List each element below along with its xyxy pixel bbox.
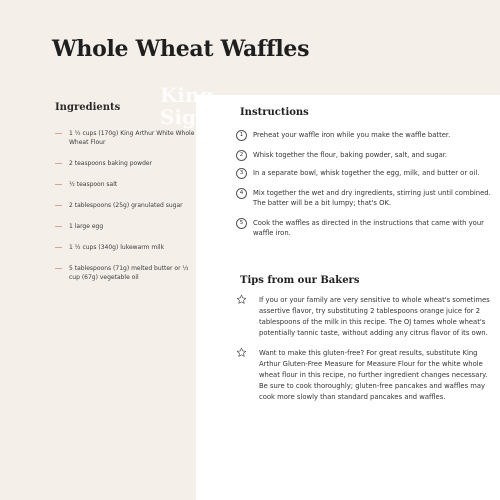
dash-bullet-icon — [55, 268, 62, 269]
ingredient-text: 1 ½ cups (340g) lukewarm milk — [69, 244, 165, 251]
ingredient-text: 1 large egg — [69, 223, 104, 230]
tips-list — [236, 295, 496, 403]
step-text: Whisk together the flour, baking powder, salt, and sugar. — [253, 151, 448, 159]
watermark-line: King — [160, 83, 214, 107]
step-text: In a separate bowl, whisk together the egg, milk, and butter or oil. — [253, 169, 480, 177]
star-outline-icon — [236, 347, 247, 358]
step-text: Mix together the wet and dry ingredients, stirring just until combined. The batter will be a bit lumpy; that's OK. — [253, 189, 491, 207]
instruction-step — [236, 218, 492, 238]
instruction-step — [236, 168, 492, 178]
dash-bullet-icon — [55, 205, 62, 206]
step-number-circle-icon: 4 — [236, 188, 247, 199]
tip-text: Want to make this gluten-free? For great results, substitute King Arthur Gluten-Free Measure for Measure Flour for the white whole wheat flour in this recipe, no further ingredient changes necessary. Be sure to cook thoroughly; gluten-free pancakes and waffles may cook more slowly than standard pancakes and waffles. — [259, 349, 488, 401]
step-number-circle-icon: 5 — [236, 218, 247, 229]
step-number-circle-icon: 2 — [236, 150, 247, 161]
instructions-heading: Instructions — [240, 107, 309, 118]
step-text: Cook the waffles as directed in the instructions that came with your waffle iron. — [253, 219, 484, 237]
dash-bullet-icon — [55, 247, 62, 248]
tips-heading: Tips from our Bakers — [240, 275, 360, 286]
ingredient-text: 2 tablespoons (25g) granulated sugar — [69, 202, 183, 209]
tip-item — [236, 348, 496, 403]
step-number-circle-icon: 3 — [236, 168, 247, 179]
tip-text: If you or your family are very sensitive to whole wheat's sometimes assertive flavor, try substituting 2 tablespoons orange juice for 2 tablespoons of the milk in this recipe. The OJ tames whole wheat's potentially tannic taste, without adding any citrus flavor of its own. — [259, 296, 490, 337]
instructions-card — [196, 95, 500, 500]
dash-bullet-icon — [55, 226, 62, 227]
step-text: Preheat your waffle iron while you make the waffle batter. — [253, 131, 451, 139]
ingredient-item — [55, 201, 195, 210]
tip-item — [236, 295, 496, 339]
ingredient-item — [55, 222, 195, 231]
ingredient-text: 2 teaspoons baking powder — [69, 160, 153, 167]
ingredient-item — [55, 159, 195, 168]
ingredient-item — [55, 243, 195, 252]
ingredient-item — [55, 180, 195, 189]
ingredient-text: 1 ½ cups (170g) King Arthur White Whole Wheat Flour — [69, 130, 195, 146]
ingredient-item — [55, 129, 195, 147]
page-title: Whole Wheat Waffles — [52, 36, 310, 62]
ingredient-item — [55, 264, 195, 282]
instruction-step — [236, 130, 492, 140]
watermark-line: Sign — [160, 105, 211, 129]
instruction-step — [236, 188, 492, 208]
step-number-circle-icon: 1 — [236, 130, 247, 141]
dash-bullet-icon — [55, 184, 62, 185]
dash-bullet-icon — [55, 133, 62, 134]
ingredient-text: ½ teaspoon salt — [69, 181, 118, 188]
ingredients-list — [55, 129, 195, 282]
ingredients-section — [55, 102, 195, 294]
ingredient-text: 5 tablespoons (71g) melted butter or ⅓ cup (67g) vegetable oil — [69, 265, 189, 281]
instruction-step — [236, 150, 492, 160]
ingredients-heading: Ingredients — [55, 102, 121, 113]
star-outline-icon — [236, 294, 247, 305]
dash-bullet-icon — [55, 163, 62, 164]
instructions-list — [236, 130, 492, 238]
